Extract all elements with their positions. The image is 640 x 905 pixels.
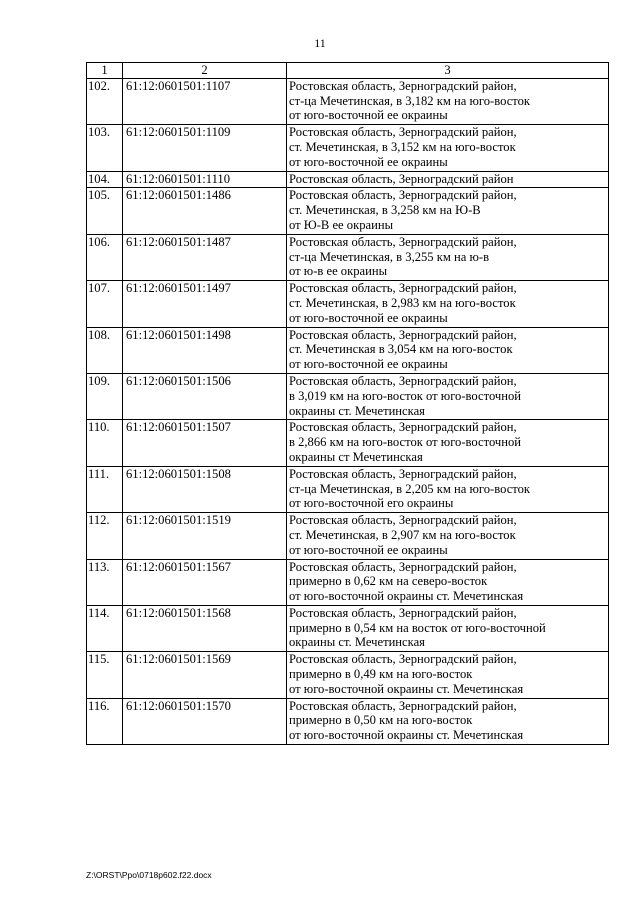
table-row bbox=[87, 605, 609, 651]
table-row bbox=[87, 466, 609, 512]
row-number: 104. bbox=[87, 171, 123, 188]
row-number: 112. bbox=[87, 513, 123, 559]
cadastral-number: 61:12:0601501:1508 bbox=[123, 466, 287, 512]
column-header-number: 1 bbox=[87, 63, 123, 79]
column-header-location: 3 bbox=[287, 63, 609, 79]
row-number: 106. bbox=[87, 234, 123, 280]
location-description: Ростовская область, Зерноградский район, в 3,019 км на юго-восток от юго-восточной окраины ст. Мечетинская bbox=[287, 373, 609, 419]
cadastral-number: 61:12:0601501:1568 bbox=[123, 605, 287, 651]
row-number: 113. bbox=[87, 559, 123, 605]
row-number: 103. bbox=[87, 125, 123, 171]
table-row bbox=[87, 559, 609, 605]
row-number: 105. bbox=[87, 188, 123, 234]
table-row bbox=[87, 125, 609, 171]
row-number: 110. bbox=[87, 420, 123, 466]
location-description: Ростовская область, Зерноградский район, примерно в 0,50 км на юго-восток от юго-восточной окраины ст. Мечетинская bbox=[287, 698, 609, 744]
location-description: Ростовская область, Зерноградский район, ст-ца Мечетинская, в 3,182 км на юго-восток от юго-восточной ее окраины bbox=[287, 78, 609, 124]
table-row bbox=[87, 281, 609, 327]
location-description: Ростовская область, Зерноградский район, в 2,866 км на юго-восток от юго-восточной окраины ст Мечетинская bbox=[287, 420, 609, 466]
location-description: Ростовская область, Зерноградский район, ст. Мечетинская, в 3,152 км на юго-восток от юго-восточной ее окраины bbox=[287, 125, 609, 171]
row-number: 102. bbox=[87, 78, 123, 124]
row-number: 107. bbox=[87, 281, 123, 327]
cadastral-number: 61:12:0601501:1570 bbox=[123, 698, 287, 744]
table-row bbox=[87, 698, 609, 744]
location-description: Ростовская область, Зерноградский район, ст. Мечетинская в 3,054 км на юго-восток от юго-восточной ее окраины bbox=[287, 327, 609, 373]
location-description: Ростовская область, Зерноградский район, ст. Мечетинская, в 2,983 км на юго-восток от юго-восточной ее окраины bbox=[287, 281, 609, 327]
location-description: Ростовская область, Зерноградский район, ст. Мечетинская, в 2,907 км на юго-восток от юго-восточной ее окраины bbox=[287, 513, 609, 559]
cadastral-number: 61:12:0601501:1487 bbox=[123, 234, 287, 280]
cadastral-number: 61:12:0601501:1107 bbox=[123, 78, 287, 124]
cadastral-number: 61:12:0601501:1567 bbox=[123, 559, 287, 605]
location-description: Ростовская область, Зерноградский район, ст-ца Мечетинская, в 2,205 км на юго-восток от юго-восточной его окраины bbox=[287, 466, 609, 512]
file-path-footer: Z:\ORST\Ppo\0718p602.f22.docx bbox=[86, 870, 212, 880]
cadastral-number: 61:12:0601501:1569 bbox=[123, 652, 287, 698]
location-description: Ростовская область, Зерноградский район, ст-ца Мечетинская, в 3,255 км на ю-в от ю-в ее окраины bbox=[287, 234, 609, 280]
table-body bbox=[87, 78, 609, 744]
table-row bbox=[87, 420, 609, 466]
cadastral-number: 61:12:0601501:1507 bbox=[123, 420, 287, 466]
table-row bbox=[87, 513, 609, 559]
cadastral-number: 61:12:0601501:1109 bbox=[123, 125, 287, 171]
row-number: 114. bbox=[87, 605, 123, 651]
row-number: 109. bbox=[87, 373, 123, 419]
land-plots-table bbox=[86, 62, 609, 745]
table-row bbox=[87, 652, 609, 698]
location-description: Ростовская область, Зерноградский район, примерно в 0,54 км на восток от юго-восточной окраины ст. Мечетинская bbox=[287, 605, 609, 651]
location-description: Ростовская область, Зерноградский район, примерно в 0,49 км на юго-восток от юго-восточной окраины ст. Мечетинская bbox=[287, 652, 609, 698]
location-description: Ростовская область, Зерноградский район bbox=[287, 171, 609, 188]
cadastral-number: 61:12:0601501:1498 bbox=[123, 327, 287, 373]
table-row bbox=[87, 171, 609, 188]
table-row bbox=[87, 78, 609, 124]
cadastral-number: 61:12:0601501:1497 bbox=[123, 281, 287, 327]
page-number: 11 bbox=[314, 36, 326, 50]
row-number: 115. bbox=[87, 652, 123, 698]
table-row bbox=[87, 327, 609, 373]
table-row bbox=[87, 234, 609, 280]
cadastral-number: 61:12:0601501:1519 bbox=[123, 513, 287, 559]
table-row bbox=[87, 188, 609, 234]
cadastral-number: 61:12:0601501:1110 bbox=[123, 171, 287, 188]
cadastral-number: 61:12:0601501:1506 bbox=[123, 373, 287, 419]
row-number: 111. bbox=[87, 466, 123, 512]
table-header-row bbox=[87, 63, 609, 79]
table-row bbox=[87, 373, 609, 419]
row-number: 116. bbox=[87, 698, 123, 744]
row-number: 108. bbox=[87, 327, 123, 373]
location-description: Ростовская область, Зерноградский район, ст. Мечетинская, в 3,258 км на Ю-В от Ю-В ее окраины bbox=[287, 188, 609, 234]
column-header-cadastral: 2 bbox=[123, 63, 287, 79]
cadastral-number: 61:12:0601501:1486 bbox=[123, 188, 287, 234]
location-description: Ростовская область, Зерноградский район, примерно в 0,62 км на северо-восток от юго-восточной окраины ст. Мечетинская bbox=[287, 559, 609, 605]
